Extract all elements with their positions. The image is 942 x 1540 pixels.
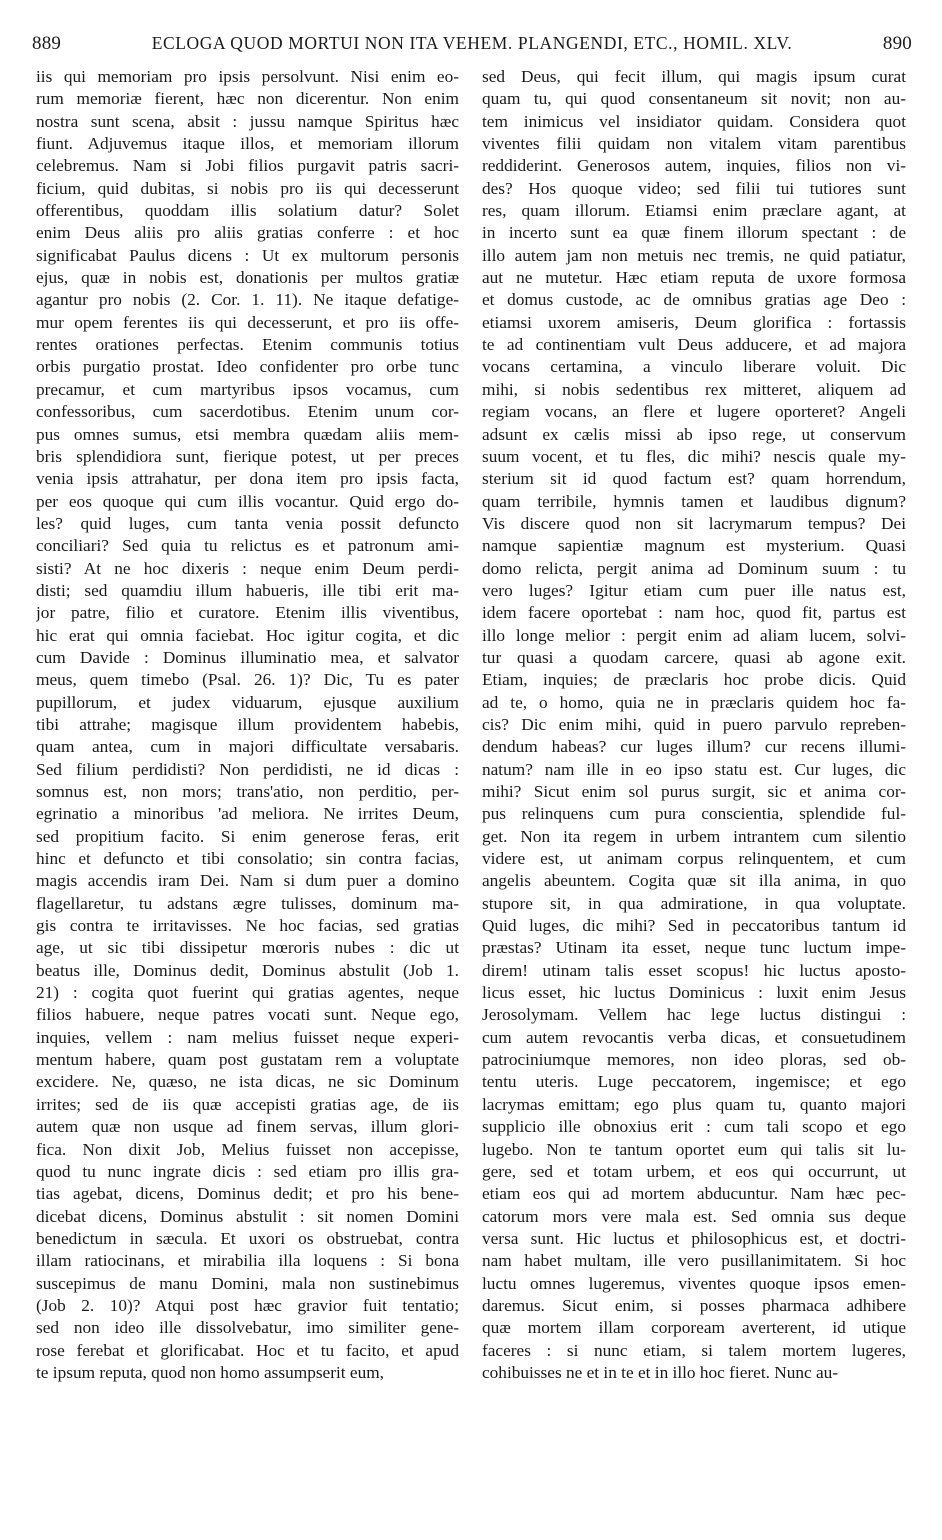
text-line: meus, quem timebo (Psal. 26. 1)? Dic, Tu es pater	[36, 670, 459, 690]
text-line: quam tu, qui quod consentaneum sit novit; non au-	[482, 89, 906, 109]
text-line: stupore sit, in qua admiratione, in qua voluptate.	[482, 893, 906, 913]
text-line: viventes filii quidam non vitalem vitam parentibus	[482, 134, 906, 154]
text-line: luctu omnes lugeremus, viventes quoque ipsos emen-	[482, 1273, 906, 1293]
text-line: mentum habere, quam post gustatam rem a voluptate	[36, 1050, 459, 1070]
text-line: tem inimicus vel insidiator quidam. Considera quot	[482, 111, 906, 131]
text-line: confessoribus, cum sacerdotibus. Etenim unum cor-	[36, 402, 459, 422]
text-line: ficium, quid dubitas, si nobis pro iis qui decesserunt	[36, 178, 459, 198]
right-column	[482, 66, 906, 1384]
text-line: tur quasi a quodam carcere, quasi ab agone exit.	[482, 647, 906, 667]
text-line: lacrymas emittam; ego plus quam tu, quanto majori	[482, 1094, 906, 1114]
text-line: hinc et defuncto et tibi consolatio; sin contra facias,	[36, 849, 459, 869]
text-line: quam antea, cum in majori difficultate versabaris.	[36, 737, 459, 757]
text-line: natum? nam ille in eo ipso statu est. Cur luges, dic	[482, 759, 906, 779]
text-line: pus omnes sumus, etsi membra quædam aliis mem-	[36, 424, 459, 444]
text-line: mur opem ferentes iis qui decesserunt, et pro iis offe-	[36, 312, 459, 332]
text-line: nam habet multam, ille vero pusillanimitatem. Si hoc	[482, 1251, 906, 1271]
text-line: flagellaretur, tu adstans ægre tulisses, dominum ma-	[36, 893, 459, 913]
text-line: videre est, ut animam corpus relinquentem, et cum	[482, 849, 906, 869]
text-line: namque sapientiæ magnum est mysterium. Quasi	[482, 536, 906, 556]
text-line: pus relinquens cum pura conscientia, splendide ful-	[482, 804, 906, 824]
text-line: sterium sit id quod factum est? quam horrendum,	[482, 469, 906, 489]
text-line: suscepimus de manu Domini, mala non sustinebimus	[36, 1273, 459, 1293]
text-line: beatus ille, Dominus dedit, Dominus abstulit (Job 1.	[36, 960, 459, 980]
text-line: etiam eos qui ad mortem abducuntur. Nam hæc pec-	[482, 1184, 906, 1204]
text-line: jor patre, filio et curatore. Etenim illis viventibus,	[36, 603, 459, 623]
text-line: licus esset, hic luctus Dominicus : luxit enim Jesus	[482, 983, 906, 1003]
text-line: idem facere oportebat : nam hoc, quod fit, partus est	[482, 603, 906, 623]
text-line: irrites; sed de iis quæ accepisti gratias age, de iis	[36, 1094, 459, 1114]
text-line: lugebo. Non te tantum oportet eum qui talis sit lu-	[482, 1139, 906, 1159]
text-line: Jerosolymam. Vellem hac lege luctus distingui :	[482, 1005, 906, 1025]
text-line: celebremus. Nam si Jobi filios purgavit patris sacri-	[36, 156, 459, 176]
text-line: tias agebat, dicens, Dominus dedit; et pro his bene-	[36, 1184, 459, 1204]
text-line: Sed filium perdidisti? Non perdidisti, ne id dicas :	[36, 759, 459, 779]
text-line: dicebat dicens, Dominus abstulit : sit nomen Domini	[36, 1206, 459, 1226]
text-line: egrinatio a minoribus 'ad meliora. Ne irrites Deum,	[36, 804, 459, 824]
text-line: et domus custode, ac de omnibus gratias age Deo :	[482, 290, 906, 310]
text-line: fiunt. Adjuvemus itaque illos, et memoriam illorum	[36, 134, 459, 154]
text-line: cis? Dic enim mihi, quid in puero parvulo repreben-	[482, 714, 906, 734]
text-line: get. Non ita regem in urbem intrantem cum silentio	[482, 826, 906, 846]
text-line: quod tu nunc ingrate dicis : sed etiam pro illis gra-	[36, 1161, 459, 1181]
text-line: hic erat qui omnia faciebat. Hoc igitur cogita, et dic	[36, 625, 459, 645]
text-line: faceres : si nunc etiam, si talem mortem lugeres,	[482, 1340, 906, 1360]
text-line: rentes orationes perfectas. Etenim communis totius	[36, 335, 459, 355]
text-line: rose ferebat et glorificabat. Hoc et tu facito, et apud	[36, 1340, 459, 1360]
text-line: in incerto sunt ea quæ finem illorum spectant : de	[482, 223, 906, 243]
text-line: quam terribile, hymnis tamen et laudibus dignum?	[482, 491, 906, 511]
text-line: excidere. Ne, quæso, ne ista dicas, ne sic Dominum	[36, 1072, 459, 1092]
running-title: ECLOGA QUOD MORTUI NON ITA VEHEM. PLANGENDI, ETC., HOMIL. XLV.	[151, 33, 793, 53]
text-line: agantur pro nobis (2. Cor. 1. 11). Ne itaque defatige-	[36, 290, 459, 310]
text-line: 21) : cogita quot fuerint qui gratias agentes, neque	[36, 983, 459, 1003]
text-line: ad te, o homo, quia ne in præclaris quidem hoc fa-	[482, 692, 906, 712]
text-line: rum memoriæ fierent, hæc non dicerentur. Non enim	[36, 89, 459, 109]
text-line: adsunt ex cælis missi ab ipso rege, ut conservum	[482, 424, 906, 444]
text-line: tibi attrahe; magisque illum providentem habebis,	[36, 714, 459, 734]
text-line: gere, sed et totam urbem, et eos qui occurrunt, ut	[482, 1161, 906, 1181]
text-line: cum Davide : Dominus illuminatio mea, et salvator	[36, 647, 459, 667]
text-line: aut ne mutetur. Hæc etiam reputa de uxore formosa	[482, 268, 906, 288]
text-line: angelis abeuntem. Cogita quæ sit illa anima, in quo	[482, 871, 906, 891]
text-line: præstas? Utinam ita esset, neque tunc luctum impe-	[482, 938, 906, 958]
text-line: gis contra te irritavisses. Ne hoc facias, sed gratias	[36, 916, 459, 936]
text-line: versa sunt. Hic luctus et philosophicus est, et doctri-	[482, 1228, 906, 1248]
text-line: magis accendis iram Dei. Nam si dum puer a domino	[36, 871, 459, 891]
left-column	[36, 66, 459, 1384]
text-line: pupillorum, et judex viduarum, ejusque auxilium	[36, 692, 459, 712]
text-line: sed propitium facito. Si enim generose feras, erit	[36, 826, 459, 846]
text-line: orbis purgatio prostat. Ideo confidenter pro orbe tunc	[36, 357, 459, 377]
text-line: fica. Non dixit Job, Melius fuisset non accepisse,	[36, 1139, 459, 1159]
text-line: sisti? At ne hoc dixeris : neque enim Deum perdi-	[36, 558, 459, 578]
text-line: supplicio ille obnoxius erit : cum tali scopo et ego	[482, 1117, 906, 1137]
page-number-right: 890	[882, 33, 912, 54]
text-line: te ad continentiam vult Deus adducere, et ad majora	[482, 335, 906, 355]
text-line: te ipsum reputa, quod non homo assumpserit eum,	[36, 1362, 384, 1382]
text-line: nostra sunt scena, absit : jussu namque Spiritus hæc	[36, 111, 459, 131]
text-line: benedictum in sæcula. Et uxori os obstruebat, contra	[36, 1228, 459, 1248]
text-line: cum autem revocantis verba dicas, et consuetudinem	[482, 1027, 906, 1047]
text-line: sed Deus, qui fecit illum, qui magis ipsum curat	[482, 67, 906, 86]
text-line: age, ut sic tibi dissipetur mœroris nubes : dic ut	[36, 938, 459, 958]
text-line: Quid luges, dic mihi? Sed in peccatoribus tantum id	[482, 916, 906, 936]
text-line: cohibuisses ne et in te et in illo hoc fieret. Nunc au-	[482, 1362, 839, 1382]
text-line: domo relicta, pergit anima ad Dominum suum : tu	[482, 558, 906, 578]
text-line: filios habuere, neque patres vocati sunt. Neque ego,	[36, 1005, 459, 1025]
text-line: tentu uteris. Luge peccatorem, ingemisce; et ego	[482, 1072, 906, 1092]
text-line: regiam vocans, an flere et lugere oporteret? Angeli	[482, 402, 906, 422]
text-line: res, quam illorum. Etiamsi enim præclare agant, at	[482, 201, 906, 221]
text-line: vero luges? Igitur etiam cum puer ille natus est,	[482, 580, 906, 600]
text-line: conciliari? Sed quia tu relictus es et patronum ami-	[36, 536, 459, 556]
text-line: precamur, et cum martyribus ipsos vocamus, cum	[36, 379, 459, 399]
text-line: autem quæ non usque ad finem servas, illum glori-	[36, 1117, 459, 1137]
text-line: les? quid luges, cum tanta venia possit defuncto	[36, 513, 459, 533]
text-line: mihi? Sicut enim sol purus surgit, sic et anima cor-	[482, 782, 906, 801]
text-line: quæ mortem illam corpoream averterent, id utique	[482, 1318, 906, 1338]
text-line: disti; sed quamdiu illum habueris, ille tibi erit ma-	[36, 580, 459, 600]
text-line: offerentibus, quoddam illis solatium datur? Solet	[36, 201, 459, 221]
text-line: ejus, quæ in nobis est, donationis per multos gratiæ	[36, 268, 459, 288]
text-line: suum vocent, et tu fles, dic mihi? nescis quale my-	[482, 446, 906, 466]
text-line: sed non ideo ille dissolvebatur, imo similiter gene-	[36, 1318, 459, 1338]
text-line: vocans certamina, a vinculo liberare voluit. Dic	[482, 357, 906, 377]
text-line: des? Hos quoque video; sed filii tui tutiores sunt	[482, 178, 906, 198]
text-line: per eos quoque qui cum illis vocantur. Quid ergo do-	[36, 491, 459, 511]
text-line: illo autem jam non metuis nec tremis, ne quid patiatur,	[482, 245, 906, 265]
text-line: iis qui memoriam pro ipsis persolvunt. Nisi enim eo-	[36, 67, 459, 86]
text-line: Vis discere quod non sit lacrymarum tempus? Dei	[482, 513, 906, 533]
text-line: inquies, vellem : nam melius fuisset neque experi-	[36, 1027, 459, 1047]
text-line: dendum habeas? cur luges illum? cur recens illumi-	[482, 737, 906, 757]
text-line: daremus. Sicut enim, si posses pharmaca adhibere	[482, 1295, 906, 1315]
text-line: (Job 2. 10)? Atqui post hæc gravior fuit tentatio;	[36, 1295, 459, 1315]
text-line: illam ratiocinans, et mirabilia illa loquens : Si bona	[36, 1251, 459, 1271]
text-line: catorum mors vere mala est. Sed omnia sus deque	[482, 1206, 906, 1226]
text-line: illo longe melior : pergit enim ad aliam lucem, solvi-	[482, 625, 906, 645]
text-line: venia ipsis attrahatur, per dona item pro ipsis facta,	[36, 469, 459, 489]
text-line: significabat Paulus dicens : Ut ex multorum personis	[36, 245, 459, 265]
text-line: bris splendidiora sunt, fierique potest, ut per preces	[36, 446, 459, 466]
running-header	[32, 33, 912, 59]
text-line: etiamsi uxorem amiseris, Deum glorifica : fortassis	[482, 312, 906, 332]
text-line: enim Deus aliis pro aliis gratias conferre : et hoc	[36, 223, 459, 243]
text-line: direm! utinam talis esset scopus! hic luctus aposto-	[482, 960, 906, 980]
text-line: reddiderint. Generosos autem, inquies, filios non vi-	[482, 156, 906, 176]
text-line: patrociniumque memores, non ideo ploras, sed ob-	[482, 1050, 906, 1070]
text-line: Etiam, inquies; de præclaris hoc probe dicis. Quid	[482, 670, 906, 690]
text-line: somnus est, non mors; trans'atio, non perditio, per-	[36, 782, 459, 801]
text-line: mihi, si nobis sedentibus rex mitteret, aliquem ad	[482, 379, 906, 399]
page-number-left: 889	[32, 33, 62, 54]
